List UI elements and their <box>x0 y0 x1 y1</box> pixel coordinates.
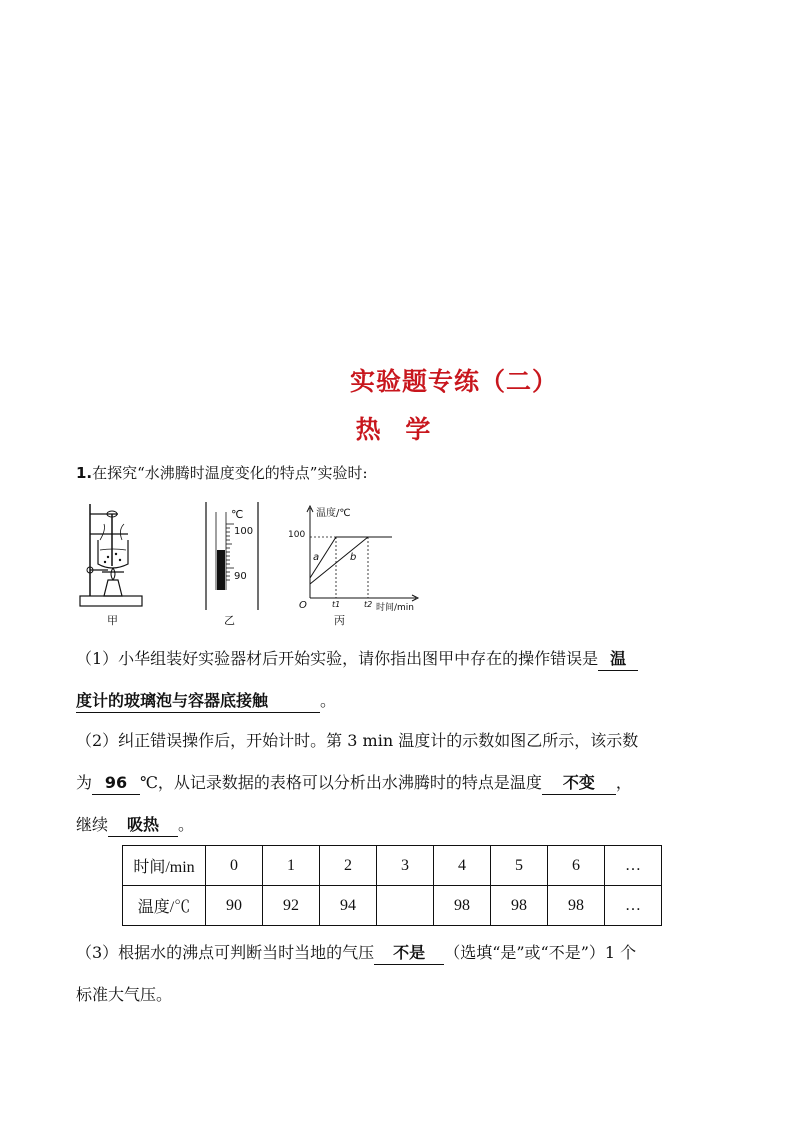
part-2-feature-answer: 不变 <box>542 772 616 795</box>
page-title: 实验题专练（二） <box>349 367 558 396</box>
table-cell: 6 <box>548 846 605 886</box>
table-cell: 5 <box>491 846 548 886</box>
part-2 <box>76 720 722 846</box>
question-1-text: 在探究“水沸腾时温度变化的特点”实验时: <box>92 464 368 482</box>
table-cell: 98 <box>548 886 605 926</box>
part-2-line1: （2）纠正错误操作后，开始计时。第 3 min 温度计的示数如图乙所示，该示数 <box>76 731 639 750</box>
part-2-pre-value: 为 <box>76 773 93 792</box>
figure-yi-tick-top: 100 <box>234 526 254 537</box>
table-row-header: 温度/℃ <box>123 886 206 926</box>
table-cell: 1 <box>263 846 320 886</box>
part-1-answer-line1: 温 <box>598 648 638 671</box>
table-cell: … <box>605 886 662 926</box>
figure-bing-graph <box>288 500 420 627</box>
figure-yi-caption: 乙 <box>224 614 235 627</box>
table-cell <box>377 886 434 926</box>
table-cell: 92 <box>263 886 320 926</box>
table-cell: 3 <box>377 846 434 886</box>
part-3-suffix: （选填“是”或“不是”）1 个 <box>444 943 637 962</box>
apparatus-drawing <box>78 500 148 612</box>
section-subtitle: 热 学 <box>355 415 439 444</box>
figure-yi-unit: ℃ <box>231 508 244 521</box>
graph-origin: O <box>299 600 307 611</box>
table-cell: 98 <box>491 886 548 926</box>
table-cell: 2 <box>320 846 377 886</box>
figure-yi-tick-bottom: 90 <box>234 571 247 582</box>
part-1 <box>76 638 722 722</box>
part-2-unit-text: ℃，从记录数据的表格可以分析出水沸腾时的特点是温度 <box>140 773 542 792</box>
table-row-time <box>123 846 662 886</box>
part-2-comma: ， <box>615 773 632 792</box>
table-row-header: 时间/min <box>123 846 206 886</box>
part-3-prefix: （3）根据水的沸点可判断当时当地的气压 <box>76 943 375 962</box>
part-2-end: 。 <box>178 815 195 834</box>
part-1-answer-line2: 度计的玻璃泡与容器底接触 <box>76 690 320 713</box>
part-2-value-answer: 96 <box>92 772 140 795</box>
data-table <box>122 845 662 926</box>
figure-yi-thermometer <box>202 500 262 627</box>
part-1-suffix: 。 <box>320 691 337 710</box>
question-1-stem <box>76 462 368 483</box>
part-2-continue-answer: 吸热 <box>108 814 178 837</box>
graph-ylabel: 温度/℃ <box>316 508 351 519</box>
figure-jia-apparatus <box>78 500 148 627</box>
graph-t2: t2 <box>364 600 373 609</box>
table-cell: 0 <box>206 846 263 886</box>
part-3-line2: 标准大气压。 <box>76 985 173 1004</box>
graph-line-a-label: a <box>313 552 320 563</box>
graph-xlabel: 时间/min <box>376 603 415 613</box>
table-row-temperature <box>123 886 662 926</box>
table-cell: 4 <box>434 846 491 886</box>
table-cell: … <box>605 846 662 886</box>
table-cell: 90 <box>206 886 263 926</box>
part-2-continue-text: 继续 <box>76 815 109 834</box>
graph-line-b-label: b <box>350 552 357 563</box>
question-number: 1. <box>76 464 93 482</box>
figure-jia-caption: 甲 <box>107 614 118 627</box>
table-cell: 98 <box>434 886 491 926</box>
figure-bing-caption: 丙 <box>334 614 345 627</box>
graph-t1: t1 <box>332 600 341 609</box>
part-3 <box>76 932 722 1016</box>
part-1-prefix: （1）小华组装好实验器材后开始实验，请你指出图甲中存在的操作错误是 <box>76 649 599 668</box>
table-cell: 94 <box>320 886 377 926</box>
part-3-answer: 不是 <box>374 942 444 965</box>
graph-y-tick: 100 <box>288 530 306 540</box>
